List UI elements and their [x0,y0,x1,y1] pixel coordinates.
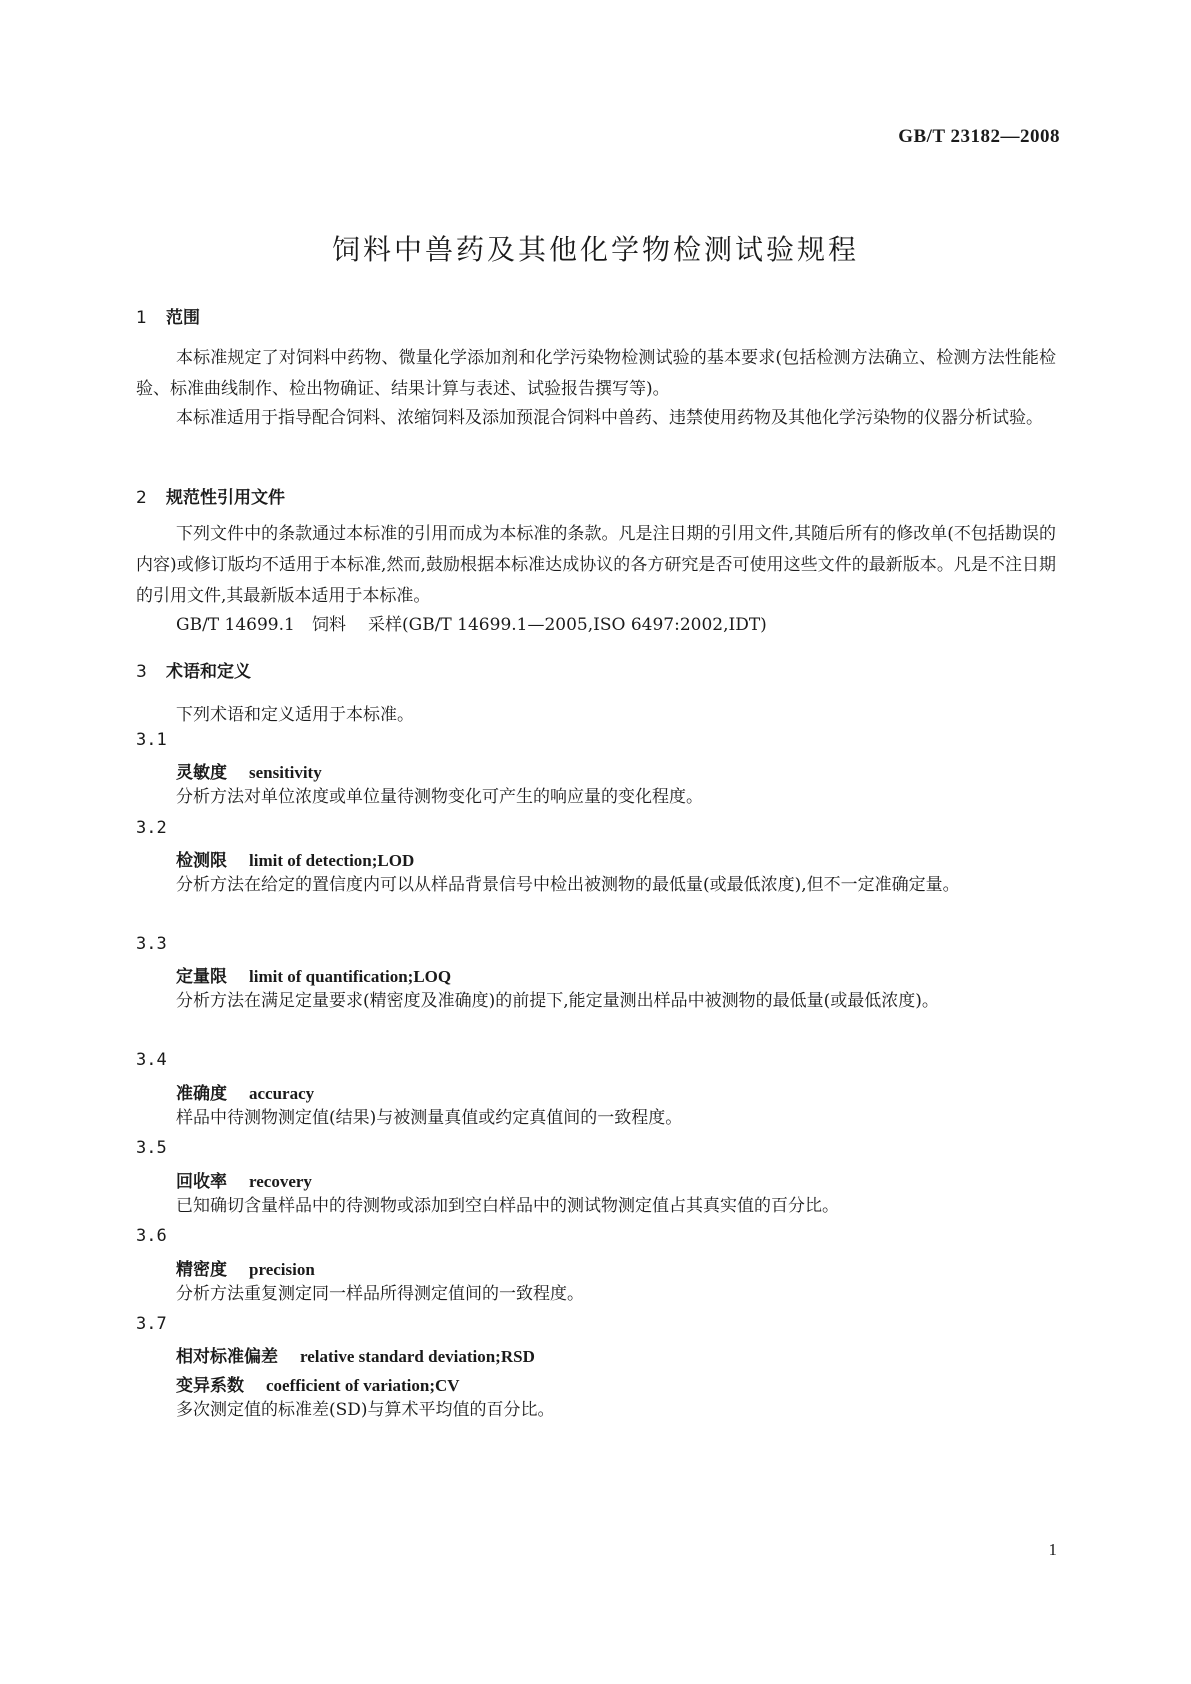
term-recovery [176,1167,312,1192]
section-2-heading [136,483,285,508]
term-zh: 精密度 [176,1260,227,1280]
term-zh: 准确度 [176,1084,227,1104]
term-zh: 变异系数 [176,1376,244,1396]
clause-number: 3.7 [136,1314,167,1334]
term-zh: 灵敏度 [176,763,227,783]
term-en: precision [249,1260,315,1279]
term-definition: 分析方法在给定的置信度内可以从样品背景信号中检出被测物的最低量(或最低浓度),但不一定准确定量。 [176,875,960,895]
clause-number: 3.3 [136,934,167,954]
term-accuracy [176,1079,314,1104]
section-1-paragraph-2: 本标准适用于指导配合饲料、浓缩饲料及添加预混合饲料中兽药、违禁使用药物及其他化学污染物的仪器分析试验。 [176,408,1043,428]
section-number: 1 [136,308,147,328]
term-en: sensitivity [249,763,322,782]
term-definition: 分析方法对单位浓度或单位量待测物变化可产生的响应量的变化程度。 [176,787,703,807]
section-number: 3 [136,662,147,682]
term-definition: 分析方法在满足定量要求(精密度及准确度)的前提下,能定量测出样品中被测物的最低量(或最低浓度)。 [176,991,939,1011]
term-definition: 样品中待测物测定值(结果)与被测量真值或约定真值间的一致程度。 [176,1108,683,1128]
clause-number: 3.4 [136,1050,167,1070]
section-title: 规范性引用文件 [166,488,285,508]
term-rsd [176,1342,535,1367]
term-en: recovery [249,1172,312,1191]
term-zh: 定量限 [176,967,227,987]
page-number: 1 [1048,1540,1057,1559]
term-cv [176,1371,460,1396]
term-loq [176,962,451,987]
document-title: 饲料中兽药及其他化学物检测试验规程 [331,233,859,266]
section-number: 2 [136,488,147,508]
section-1-heading [136,303,200,328]
term-en: accuracy [249,1084,315,1103]
section-2-paragraph-1: 下列文件中的条款通过本标准的引用而成为本标准的条款。凡是注日期的引用文件,其随后所有的修改单(不包括勘误的内容)或修订版均不适用于本标准,然而,鼓励根据本标准达成协议的各方研究是否可使用这些文件的最新版本。凡是不注日期的引用文件,其最新版本适用于本标准。 [136,524,1056,606]
standard-code: GB/T 23182—2008 [898,126,1060,147]
section-3-heading [136,657,251,682]
section-title: 术语和定义 [166,662,251,682]
term-en: limit of quantification;LOQ [249,967,452,986]
reference-name-1: 饲料 [312,615,346,635]
term-definition: 已知确切含量样品中的待测物或添加到空白样品中的测试物测定值占其真实值的百分比。 [176,1196,839,1216]
term-en: relative standard deviation;RSD [300,1347,535,1366]
term-precision [176,1255,315,1280]
reference-name-2: 采样(GB/T 14699.1—2005,ISO 6497:2002,IDT) [368,615,767,635]
term-sensitivity [176,758,322,783]
normative-reference [176,610,1096,635]
section-1-paragraph-1: 本标准规定了对饲料中药物、微量化学添加剂和化学污染物检测试验的基本要求(包括检测方法确立、检测方法性能检验、标准曲线制作、检出物确证、结果计算与表述、试验报告撰写等)。 [136,348,1056,399]
clause-number: 3.1 [136,730,167,750]
term-en: limit of detection;LOD [249,851,415,870]
term-zh: 回收率 [176,1172,227,1192]
clause-number: 3.6 [136,1226,167,1246]
term-definition: 分析方法重复测定同一样品所得测定值间的一致程度。 [176,1284,584,1304]
term-zh: 相对标准偏差 [176,1347,278,1367]
term-lod [176,846,414,871]
term-en: coefficient of variation;CV [266,1376,460,1395]
clause-number: 3.5 [136,1138,167,1158]
section-3-intro: 下列术语和定义适用于本标准。 [176,705,414,725]
term-zh: 检测限 [176,851,227,871]
section-title: 范围 [166,308,200,328]
reference-code: GB/T 14699.1 [176,615,295,635]
clause-number: 3.2 [136,818,167,838]
term-definition: 多次测定值的标准差(SD)与算术平均值的百分比。 [176,1400,555,1420]
